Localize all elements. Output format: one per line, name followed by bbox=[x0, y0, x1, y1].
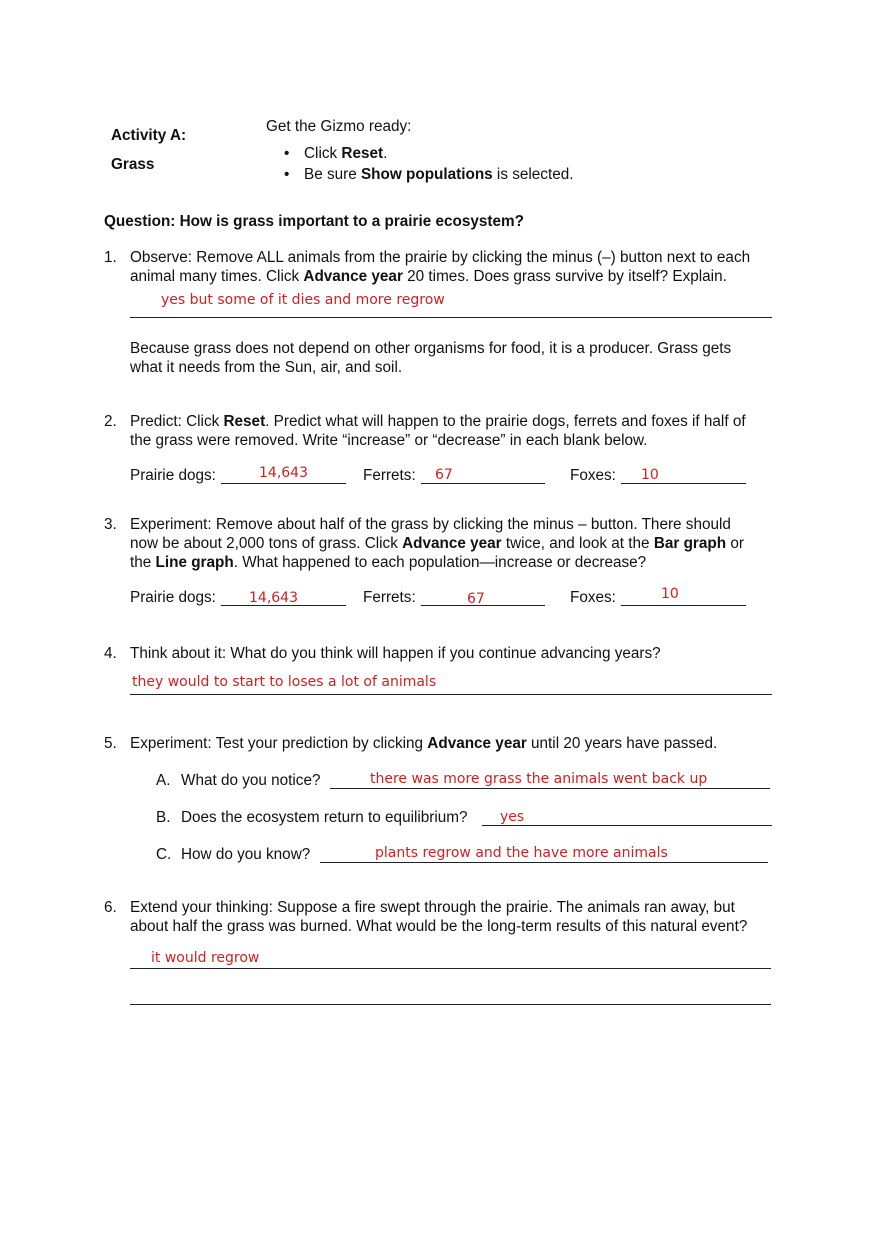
q6-line1: Extend your thinking: Suppose a fire swept through the prairie. The animals ran away, but bbox=[130, 899, 735, 916]
text: the bbox=[130, 554, 156, 571]
text: Experiment: Test your prediction by clicking bbox=[130, 735, 428, 752]
q2-ferrets-blank bbox=[421, 483, 545, 484]
bullet-bold: Reset bbox=[341, 145, 384, 162]
text-bold: Advance year bbox=[402, 535, 502, 552]
q3-line2 bbox=[130, 535, 744, 553]
q6-answer-line-2 bbox=[130, 1004, 771, 1005]
q2-prairie-answer[interactable]: 14,643 bbox=[259, 465, 308, 481]
q1-answer[interactable]: yes but some of it dies and more regrow bbox=[161, 292, 445, 308]
q3-line1: Experiment: Remove about half of the grass by clicking the minus – button. There should bbox=[130, 516, 731, 533]
bullet-icon: • bbox=[284, 145, 290, 162]
q2-prairie-label: Prairie dogs: bbox=[130, 467, 216, 484]
q5b-text: Does the ecosystem return to equilibrium? bbox=[181, 809, 468, 826]
q2-ferrets-answer[interactable]: 67 bbox=[435, 467, 453, 483]
text-bold: Advance year bbox=[303, 268, 403, 285]
text: twice, and look at the bbox=[501, 535, 654, 552]
q5a-blank bbox=[330, 788, 770, 789]
bullet-text: Click bbox=[304, 145, 342, 162]
q3-prairie-answer[interactable]: 14,643 bbox=[249, 590, 298, 606]
bullet-text: . bbox=[383, 145, 388, 162]
q3-line3 bbox=[130, 554, 646, 572]
question-heading: Question: How is grass important to a prairie ecosystem? bbox=[104, 213, 524, 230]
text-bold: Advance year bbox=[427, 735, 527, 752]
bullet-icon: • bbox=[284, 166, 290, 183]
q2-line1 bbox=[130, 413, 746, 431]
text: Predict: Click bbox=[130, 413, 224, 430]
q1-line1: Observe: Remove ALL animals from the prairie by clicking the minus (–) button next to each bbox=[130, 249, 751, 266]
q3-prairie-label: Prairie dogs: bbox=[130, 589, 216, 606]
q1-note-line2: what it needs from the Sun, air, and soil. bbox=[130, 359, 403, 376]
bullet-text: is selected. bbox=[492, 166, 574, 183]
text: . What happened to each population—increase or decrease? bbox=[233, 554, 647, 571]
q1-number: 1. bbox=[104, 249, 117, 266]
q5a-text: What do you notice? bbox=[181, 772, 321, 789]
q2-prairie-blank bbox=[221, 483, 346, 484]
q2-foxes-blank bbox=[621, 483, 746, 484]
q2-ferrets-label: Ferrets: bbox=[363, 467, 416, 484]
setup-bullet-show-populations bbox=[304, 166, 573, 184]
text: . Predict what will happen to the prairie dogs, ferrets and foxes if half of bbox=[265, 413, 746, 430]
q5c-letter: C. bbox=[156, 846, 172, 863]
q4-answer[interactable]: they would to start to loses a lot of animals bbox=[132, 674, 437, 690]
q1-note-line1: Because grass does not depend on other organisms for food, it is a producer. Grass gets bbox=[130, 340, 732, 357]
bullet-bold: Show populations bbox=[360, 166, 493, 183]
q6-number: 6. bbox=[104, 899, 117, 916]
q3-ferrets-label: Ferrets: bbox=[363, 589, 416, 606]
q5b-answer[interactable]: yes bbox=[500, 809, 525, 825]
q5-line1 bbox=[130, 735, 717, 753]
bullet-text: Be sure bbox=[304, 166, 361, 183]
q2-line2: the grass were removed. Write “increase” or “decrease” in each blank below. bbox=[130, 432, 648, 449]
q3-foxes-blank bbox=[621, 605, 746, 606]
q5b-letter: B. bbox=[156, 809, 171, 826]
q3-foxes-label: Foxes: bbox=[570, 589, 616, 606]
q5b-blank bbox=[482, 825, 772, 826]
q5c-answer[interactable]: plants regrow and the have more animals bbox=[375, 845, 668, 861]
q5c-blank bbox=[320, 862, 768, 863]
q4-line1: Think about it: What do you think will happen if you continue advancing years? bbox=[130, 645, 661, 662]
text: now be about 2,000 tons of grass. Click bbox=[130, 535, 403, 552]
text: until 20 years have passed. bbox=[526, 735, 718, 752]
q2-number: 2. bbox=[104, 413, 117, 430]
q6-answer[interactable]: it would regrow bbox=[151, 950, 260, 966]
text-bold: Line graph bbox=[155, 554, 234, 571]
text: animal many times. Click bbox=[130, 268, 304, 285]
text: or bbox=[726, 535, 744, 552]
q3-ferrets-answer[interactable]: 67 bbox=[467, 591, 485, 607]
q5-number: 5. bbox=[104, 735, 117, 752]
activity-label: Activity A: bbox=[111, 127, 187, 144]
text-bold: Bar graph bbox=[653, 535, 727, 552]
q3-number: 3. bbox=[104, 516, 117, 533]
setup-bullet-reset bbox=[304, 145, 387, 163]
q1-line2 bbox=[130, 268, 727, 286]
activity-topic: Grass bbox=[111, 156, 155, 173]
text-bold: Reset bbox=[223, 413, 266, 430]
q5a-answer[interactable]: there was more grass the animals went back up bbox=[370, 771, 708, 787]
q3-foxes-answer[interactable]: 10 bbox=[661, 586, 679, 602]
q6-answer-line-1 bbox=[130, 968, 771, 969]
q1-answer-line bbox=[130, 317, 772, 318]
q5a-letter: A. bbox=[156, 772, 171, 789]
q4-number: 4. bbox=[104, 645, 117, 662]
q4-answer-line bbox=[130, 694, 772, 695]
q2-foxes-label: Foxes: bbox=[570, 467, 616, 484]
setup-title: Get the Gizmo ready: bbox=[266, 118, 412, 135]
q2-foxes-answer[interactable]: 10 bbox=[641, 467, 659, 483]
q5c-text: How do you know? bbox=[181, 846, 311, 863]
q6-line2: about half the grass was burned. What would be the long-term results of this natural event? bbox=[130, 918, 748, 935]
text: 20 times. Does grass survive by itself? Explain. bbox=[402, 268, 727, 285]
